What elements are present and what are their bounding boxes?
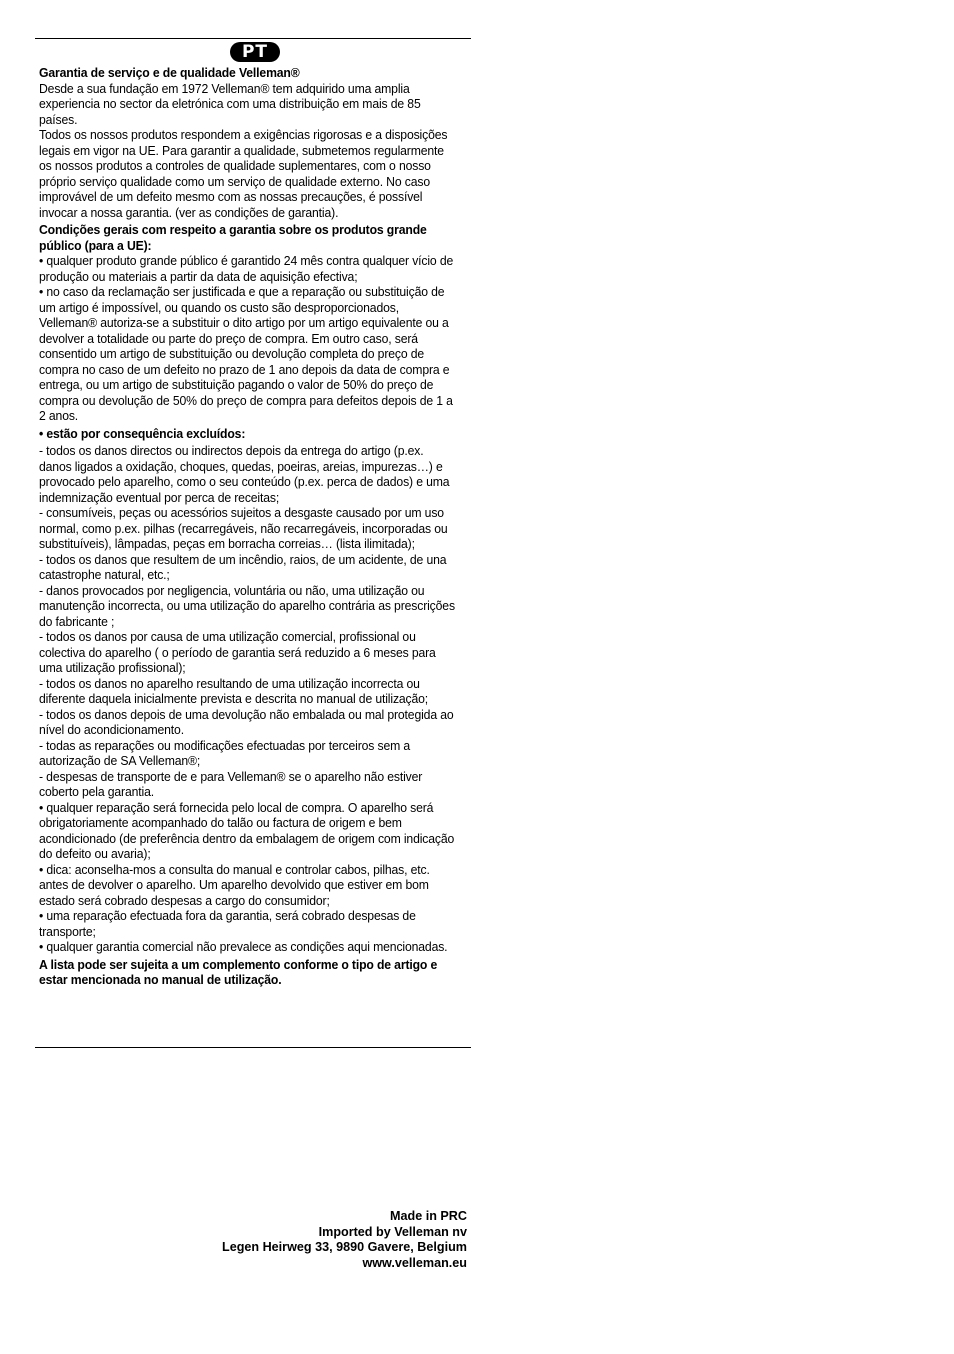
excluded-item: - todos os danos por causa de uma utilização comercial, profissional ou colectiva do aparelho ( o período de garantia será reduzido a 6 meses para uma utilização profissional); bbox=[39, 630, 436, 675]
website: www.velleman.eu bbox=[362, 1255, 467, 1270]
excluded-item: - consumíveis, peças ou acessórios sujeitos a desgaste causado por um uso normal, como p.ex. pilhas (recarregáveis, não recarregáveis, incorporadas ou substituíveis), lâmpadas, peças em borracha correias… (lista ilimitada); bbox=[39, 506, 448, 551]
warranty-text bbox=[39, 66, 456, 989]
excluded-item: • qualquer reparação será fornecida pelo local de compra. O aparelho será obrigatoriamente acompanhado do talão ou factura de origem e bem acondicionado (de preferência dentro da embalagem de origem com indicação do defeito ou avaria); bbox=[39, 800, 455, 861]
warranty-title: Garantia de serviço e de qualidade Velleman® bbox=[39, 66, 300, 80]
closing-note: A lista pode ser sujeita a um complemento conforme o tipo de artigo e estar mencionada no manual de utilização. bbox=[39, 957, 438, 987]
intro-paragraph: Desde a sua fundação em 1972 Velleman® tem adquirido uma amplia experiencia no sector da eletrónica com uma distribuição em mais de 85 países. bbox=[39, 81, 421, 127]
excluded-item: - todos os danos no aparelho resultando de uma utilização incorrecta ou diferente daquela inicialmente prevista e descrita no manual de utilização; bbox=[39, 676, 429, 706]
address: Legen Heirweg 33, 9890 Gavere, Belgium bbox=[222, 1240, 467, 1255]
intro-paragraph: Todos os nossos produtos respondem a exigências rigorosas e a disposições legais em vigor na UE. Para garantir a qualidade, submetemos regularmente os nossos produtos a controles de qualidade suplementares, com o nosso próprio serviço qualidade como um serviço de qualidade externo. No caso improvável de um defeito mesmo com as nossas precauções, é possível invocar a nossa garantia. (ver as condições de garantia). bbox=[39, 128, 448, 220]
made-in: Made in PRC bbox=[390, 1209, 467, 1223]
manufacturer-footer bbox=[222, 1209, 467, 1271]
excluded-item: - danos provocados por negligencia, voluntária ou não, uma utilização ou manutenção incorrecta, ou uma utilização do aparelho contrária as prescrições do fabricante ; bbox=[39, 583, 455, 629]
top-divider bbox=[35, 38, 471, 39]
excluded-item: - todos os danos depois de uma devolução não embalada ou mal protegida ao nível do acondicionamento. bbox=[39, 707, 454, 737]
language-badge: PT bbox=[230, 42, 280, 62]
bottom-divider bbox=[35, 1047, 471, 1048]
excluded-item: - despesas de transporte de e para Velleman® se o aparelho não estiver coberto pela garantia. bbox=[39, 769, 423, 799]
excluded-item: • uma reparação efectuada fora da garantia, será cobrado despesas de transporte; bbox=[39, 909, 416, 939]
condition-item: • qualquer produto grande público é garantido 24 mês contra qualquer vício de produção ou materiais a partir da data de aquisição efectiva; bbox=[39, 254, 454, 284]
condition-item: • no caso da reclamação ser justificada e que a reparação ou substituição de um artigo é impossível, ou quando os custo são desproporcionados, Velleman® autoriza-se a substituir o dito artigo por um artigo equivalente ou a devolver a totalidade ou parte do preço de compra. Em outro caso, será consentido um artigo de substituição ou devolução completa do preço de compra no caso de um defeito no prazo de 1 ano depois da data de compra e entrega, ou um artigo de substituição pagando o valor de 50% do preço de compra ou devolução de 50% do preço de compra para defeitos depois de 1 a 2 anos. bbox=[39, 285, 453, 423]
excluded-item: - todas as reparações ou modificações efectuadas por terceiros sem a autorização de SA Velleman®; bbox=[39, 738, 411, 768]
excluded-heading: • estão por consequência excluídos: bbox=[39, 426, 246, 441]
excluded-item: • dica: aconselha-mos a consulta do manual e controlar cabos, pilhas, etc. antes de devolver o aparelho. Um aparelho devolvido que estiver em bom estado será cobrado despesas a cargo do consumidor; bbox=[39, 862, 430, 908]
excluded-item: • qualquer garantia comercial não prevalece as condições aqui mencionadas. bbox=[39, 940, 448, 954]
importer: Imported by Velleman nv bbox=[318, 1224, 467, 1239]
excluded-item: - todos os danos directos ou indirectos depois da entrega do artigo (p.ex. danos ligados a oxidação, choques, quedas, poeiras, areias, impurezas…) e provocado pelo aparelho, como o seu conteúdo (p.ex. perca de dados) e uma indemnização eventual por perca de receitas; bbox=[39, 444, 450, 505]
conditions-heading: Condições gerais com respeito a garantia sobre os produtos grande público (para a UE): bbox=[39, 223, 427, 253]
excluded-item: - todos os danos que resultem de um incêndio, raios, de um acidente, de una catastrophe natural, etc.; bbox=[39, 552, 447, 582]
